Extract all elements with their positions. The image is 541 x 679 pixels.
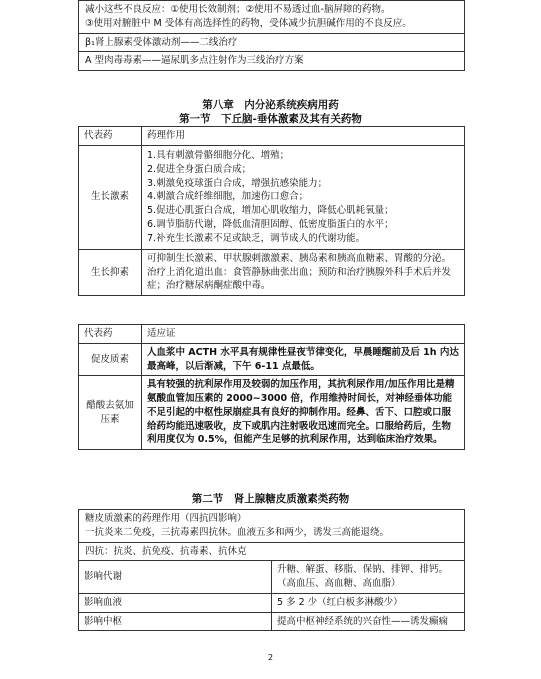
section-title: 第二节 肾上腺糖皮质激素类药物 <box>191 493 350 505</box>
table-cell <box>79 510 465 543</box>
row-value: 提高中枢神经系统的兴奋性——诱发癫痫 <box>272 612 465 631</box>
list-item: 1.具有刺激骨骼细胞分化、增殖； <box>147 150 290 162</box>
table-row <box>79 1 465 34</box>
table-row <box>79 33 465 52</box>
glucocorticoid-table <box>78 509 465 631</box>
table-cell: 四抗：抗炎、抗免疫、抗毒素、抗休克 <box>79 542 465 561</box>
chapter-title: 第八章 内分泌系统疾病用药 <box>202 99 339 111</box>
drug-name: 生长激素 <box>79 145 142 249</box>
list-item: 5.促进心肌蛋白合成，增加心肌收缩力，降低心肌耗氧量； <box>147 205 394 217</box>
table-row <box>79 52 465 71</box>
table-row <box>79 510 465 543</box>
drug-name: 生长抑素 <box>79 249 142 295</box>
row-label: 影响代谢 <box>79 561 272 594</box>
section-title: 第一节 下丘脑-垂体激素及其有关药物 <box>179 113 362 125</box>
drug-name: 醋酸去氨加压素 <box>79 376 142 450</box>
value-line: 升糖、解蛋、移脂、保钠、排钾、排钙。 <box>277 564 449 576</box>
list-item: 4.刺激合成纤维细胞，加速伤口愈合； <box>147 191 309 203</box>
effect-list <box>142 145 465 249</box>
column-header-drug: 代表药 <box>79 127 142 146</box>
list-item: 2.促进全身蛋白质合成； <box>147 163 252 175</box>
row-label: 影响血液 <box>79 593 272 612</box>
table-cell: β₁肾上腺素受体激动剂——二线治疗 <box>79 33 465 52</box>
column-header-effect: 药理作用 <box>142 127 465 146</box>
indication-table <box>78 324 465 450</box>
table-row <box>79 145 465 249</box>
row-value <box>272 561 465 594</box>
table-cell: A 型肉毒毒素——逼尿肌多点注射作为三线治疗方案 <box>79 52 465 71</box>
summary-line: 一抗炎来二免疫，三抗毒素四抗休。血液五多和两少，诱发三高能退绕。 <box>85 526 390 538</box>
table-row <box>79 249 465 295</box>
table-row <box>79 561 465 594</box>
row-label: 影响中枢 <box>79 612 272 631</box>
continuation-line: 减小这些不良反应：①使用长效制剂；②使用不易透过血-脑屏障的药物。 <box>85 4 391 15</box>
row-value: 5 多 2 少（红白板多淋酸少） <box>272 593 465 612</box>
table-row <box>79 542 465 561</box>
indication-text: 具有较强的抗利尿作用及较弱的加压作用，其抗利尿作用/加压作用比是精氨酸血管加压素的 2000~3000 倍，作用维持时间长，对神经垂体功能不足引起的中枢性尿崩症具有良好的抑制作用。经鼻、舌下、口腔或口服给药均能迅速吸收，皮下或肌内注射吸收迅速而完全。口服给药后，生物利用度仅为 0.5%，但能产生足够的抗利尿作用，达到临床治疗效果。 <box>142 376 465 450</box>
indication-text: 人血浆中 ACTH 水平具有规律性昼夜节律变化，早晨睡醒前及后 1h 内达最高峰，以后渐减，下午 6-11 点最低。 <box>142 343 465 376</box>
table-row <box>79 376 465 450</box>
list-item: 6.调节脂肪代谢，降低血清胆固醇、低密度脂蛋白的水平； <box>147 218 394 230</box>
list-item: 3.刺激免疫球蛋白合成，增强抗感染能力； <box>147 177 328 189</box>
column-header-drug: 代表药 <box>79 325 142 344</box>
page-number: 2 <box>267 653 274 662</box>
table-header-row <box>79 127 465 146</box>
effect-text: 可抑制生长激素、甲状腺刺激激素、胰岛素和胰高血糖素、胃酸的分泌。治疗上消化道出血：食管静脉曲张出血；预防和治疗胰腺外科手术后并发症；治疗糖尿病酮症酸中毒。 <box>142 249 465 295</box>
continuation-line: ③使用对腑脏中 M 受体有高选择性的药物，受体减少抗胆碱作用的不良反应。 <box>85 17 412 29</box>
table-row <box>79 593 465 612</box>
list-item: 7.补充生长激素不足或缺乏，调节成人的代谢功能。 <box>147 232 366 244</box>
table-cell <box>79 1 465 34</box>
table-header-row <box>79 325 465 344</box>
continuation-table <box>78 0 465 71</box>
value-line: （高血压、高血糖、高血脂） <box>277 578 401 590</box>
pharmacology-table <box>78 126 465 296</box>
table-row <box>79 612 465 631</box>
drug-name: 促皮质素 <box>79 343 142 376</box>
column-header-indication: 适应证 <box>142 325 465 344</box>
summary-line: 糖皮质激素的药理作用（四抗四影响） <box>85 513 247 524</box>
table-row <box>79 343 465 376</box>
